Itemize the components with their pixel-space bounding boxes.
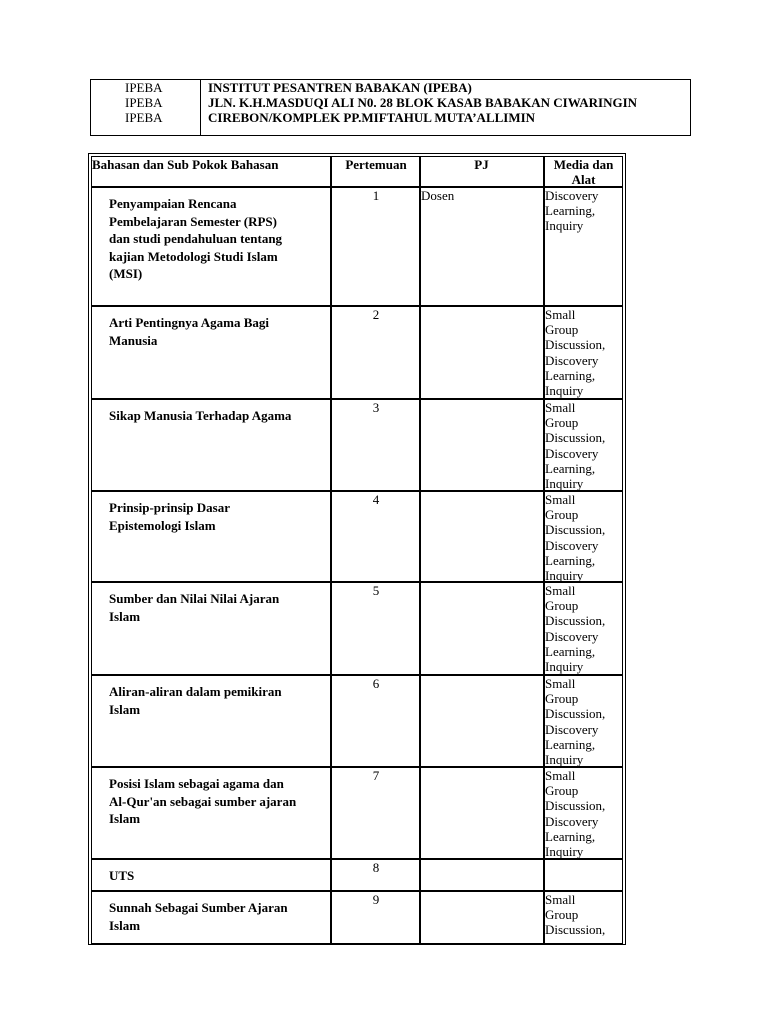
media-text: Learning, <box>545 828 596 844</box>
media-text: Discovery <box>545 352 599 368</box>
meeting-number: 5 <box>372 583 380 598</box>
pj-text: Dosen <box>421 188 455 203</box>
meeting-cell <box>331 399 421 491</box>
header-code: IPEBA <box>125 110 163 125</box>
media-text: Small <box>545 492 576 507</box>
media-cell <box>544 306 623 399</box>
institution-address: JLN. K.H.MASDUQI ALI N0. 28 BLOK KASAB BABAKAN CIWARINGIN <box>208 95 638 110</box>
pj-cell <box>419 891 544 944</box>
media-text: Small <box>545 400 576 415</box>
media-text: Discussion, <box>545 337 606 353</box>
media-text: Discussion, <box>545 430 606 446</box>
topic-text: Penyampaian Rencana <box>109 196 237 211</box>
institution-name: INSTITUT PESANTREN BABAKAN (IPEBA) <box>208 80 472 95</box>
media-text: Discovery <box>545 628 599 644</box>
media-text: Inquiry <box>545 383 584 398</box>
media-text: Discovery <box>545 813 599 829</box>
meeting-number: 4 <box>372 492 380 507</box>
media-text: Group <box>545 322 579 338</box>
meeting-number: 3 <box>372 400 380 415</box>
media-text: Discovery <box>545 188 599 203</box>
media-cell <box>544 187 623 306</box>
media-cell <box>544 767 623 859</box>
media-text: Group <box>545 507 579 523</box>
meeting-cell <box>331 306 421 399</box>
topic-cell <box>91 187 331 306</box>
meeting-number: 6 <box>372 676 380 691</box>
topic-text: dan studi pendahuluan tentang <box>109 231 283 246</box>
media-cell <box>544 859 623 891</box>
header-code: IPEBA <box>125 80 163 95</box>
media-text: Small <box>545 892 576 907</box>
media-text: Learning, <box>545 643 596 659</box>
media-text: Learning, <box>545 736 596 752</box>
pj-cell <box>419 582 544 675</box>
media-text: Learning, <box>545 552 596 568</box>
topic-text: Aliran-aliran dalam pemikiran <box>109 684 282 699</box>
column-header-media: Media dan Alat <box>544 156 623 187</box>
pj-cell <box>419 491 544 582</box>
media-cell <box>544 399 623 491</box>
media-text: Discussion, <box>545 798 606 814</box>
topic-text: Manusia <box>109 332 158 348</box>
column-header-meeting: Pertemuan <box>331 156 421 187</box>
header-code: IPEBA <box>125 95 163 110</box>
topic-cell <box>91 767 331 859</box>
header-code-column <box>91 80 201 135</box>
media-text: Learning, <box>545 460 596 476</box>
meeting-number: 2 <box>372 307 380 322</box>
media-text: Inquiry <box>545 844 584 859</box>
meeting-cell <box>331 767 421 859</box>
topic-text: Al-Qur'an sebagai sumber ajaran <box>109 793 297 809</box>
topic-cell <box>91 675 331 767</box>
media-cell <box>544 891 623 944</box>
pj-cell <box>419 306 544 399</box>
meeting-number: 9 <box>372 892 380 907</box>
media-cell <box>544 582 623 675</box>
topic-cell <box>91 859 331 891</box>
meeting-cell <box>331 675 421 767</box>
meeting-cell <box>331 891 421 944</box>
topic-text: (MSI) <box>109 266 143 281</box>
topic-cell <box>91 399 331 491</box>
meeting-cell <box>331 859 421 891</box>
topic-text: Sikap Manusia Terhadap Agama <box>109 408 292 423</box>
topic-text: Islam <box>109 608 141 624</box>
meeting-number: 7 <box>372 768 380 783</box>
institution-header <box>90 79 691 136</box>
topic-text: Islam <box>109 811 141 826</box>
topic-text: kajian Metodologi Studi Islam <box>109 248 278 264</box>
topic-text: Pembelajaran Semester (RPS) <box>109 213 277 229</box>
media-text: Inquiry <box>545 659 584 674</box>
topic-text: Arti Pentingnya Agama Bagi <box>109 315 269 330</box>
media-text: Discussion, <box>545 522 606 538</box>
topic-cell <box>91 582 331 675</box>
column-header-topic: Bahasan dan Sub Pokok Bahasan <box>91 156 331 187</box>
media-text: Small <box>545 583 576 598</box>
media-cell <box>544 491 623 582</box>
topic-text: Sumber dan Nilai Nilai Ajaran <box>109 591 280 606</box>
meeting-number: 1 <box>372 188 380 203</box>
meeting-cell <box>331 187 421 306</box>
institution-address: CIREBON/KOMPLEK PP.MIFTAHUL MUTA’ALLIMIN <box>208 110 536 125</box>
media-text: Learning, <box>545 367 596 383</box>
media-text: Small <box>545 307 576 322</box>
topic-text: Prinsip-prinsip Dasar <box>109 500 230 515</box>
topic-text: Sunnah Sebagai Sumber Ajaran <box>109 900 288 915</box>
media-text: Discovery <box>545 721 599 737</box>
topic-text: UTS <box>109 868 135 883</box>
media-text: Discovery <box>545 445 599 461</box>
media-text: Inquiry <box>545 568 584 583</box>
media-text: Group <box>545 415 579 431</box>
media-text: Inquiry <box>545 218 584 234</box>
media-text: Discussion, <box>545 706 606 722</box>
topic-cell <box>91 891 331 944</box>
topic-text: Posisi Islam sebagai agama dan <box>109 776 284 791</box>
topic-cell <box>91 306 331 399</box>
pj-cell <box>419 767 544 859</box>
media-text: Discussion, <box>545 922 606 938</box>
media-text: Group <box>545 598 579 614</box>
topic-text: Islam <box>109 917 141 933</box>
meeting-cell <box>331 491 421 582</box>
meeting-number: 8 <box>372 860 380 875</box>
topic-text: Epistemologi Islam <box>109 517 216 533</box>
meeting-cell <box>331 582 421 675</box>
syllabus-table <box>88 153 626 945</box>
media-text: Discovery <box>545 537 599 553</box>
media-cell <box>544 675 623 767</box>
media-text: Small <box>545 676 576 691</box>
media-text: Group <box>545 783 579 799</box>
media-text: Inquiry <box>545 752 584 767</box>
pj-cell <box>419 187 544 306</box>
media-text: Group <box>545 691 579 707</box>
topic-cell <box>91 491 331 582</box>
pj-cell <box>419 399 544 491</box>
column-header-pj: PJ <box>419 156 544 187</box>
media-text: Small <box>545 768 576 783</box>
media-text: Discussion, <box>545 613 606 629</box>
pj-cell <box>419 859 544 891</box>
media-text: Group <box>545 907 579 923</box>
topic-text: Islam <box>109 701 141 717</box>
media-text: Learning, <box>545 203 596 219</box>
pj-cell <box>419 675 544 767</box>
media-text: Inquiry <box>545 476 584 491</box>
